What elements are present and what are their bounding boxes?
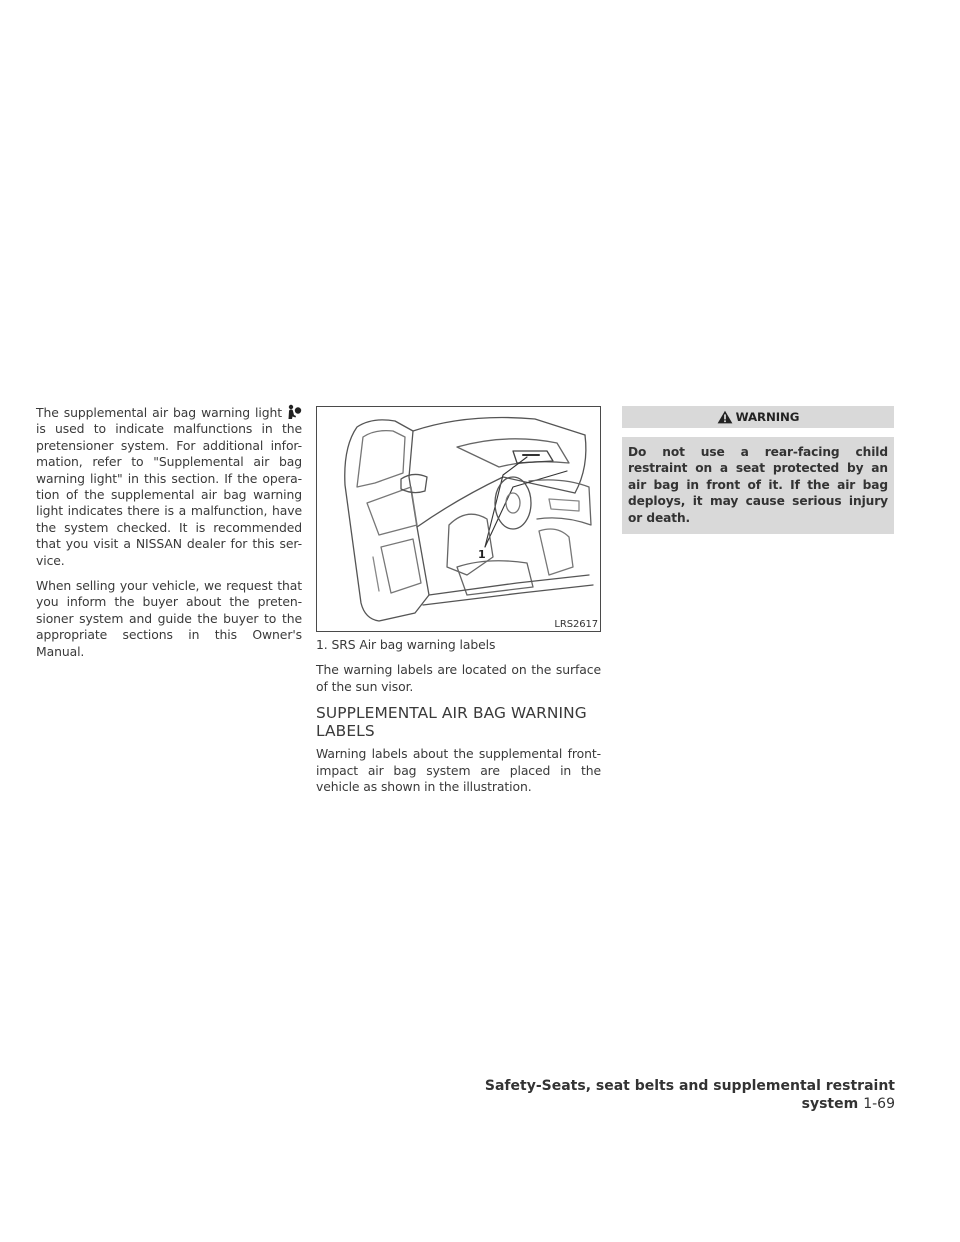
figure-code: LRS2617: [554, 619, 598, 630]
section-body: Warning labels about the supplemental front-impact air bag system are placed in the vehicle as shown in the illustration.: [316, 746, 601, 795]
middle-column: [316, 406, 601, 804]
warning-triangle-icon: [717, 410, 733, 424]
door-interior-drawing: [317, 407, 601, 632]
airbag-warning-paragraph: [36, 404, 302, 569]
left-column: [36, 404, 302, 669]
callout-number: 1: [478, 548, 486, 561]
caption-item: 1. SRS Air bag warning labels: [316, 637, 496, 652]
paragraph-lead-text: The supplemental air bag warning light: [36, 405, 282, 420]
caption-note: The warning labels are located on the surface of the sun visor.: [316, 662, 601, 694]
paragraph-rest-text: is used to indicate malfunctions in the pretensioner system. For additional infor-mation, refer to "Supplemental air bag warning light" in this section. If the opera-tion of the supplemental air bag warning light indicates there is a malfunction, have the system checked. It is recommended that you visit a NISSAN dealer for this ser-vice.: [36, 421, 302, 568]
warning-header: [622, 406, 894, 428]
warning-text: Do not use a rear-facing child restraint on a seat protected by an air bag in front of it. If the air bag deploys, it may cause serious injury or death.: [622, 437, 894, 534]
footer-section-title: Safety-Seats, seat belts and supplemental restraint system: [484, 1078, 895, 1112]
warning-label-illustration: [316, 406, 601, 632]
airbag-warning-light-icon: [286, 404, 302, 420]
page-footer: [425, 1077, 895, 1113]
page-number: 1-69: [863, 1096, 895, 1112]
section-heading: SUPPLEMENTAL AIR BAG WARNING LABELS: [316, 704, 587, 741]
warning-title: WARNING: [735, 409, 800, 424]
right-column: [622, 406, 894, 534]
figure-caption: [316, 637, 601, 695]
selling-vehicle-paragraph: When selling your vehicle, we request that you inform the buyer about the preten-sioner system and guide the buyer to the appropriate sections in this Owner's Manual.: [36, 578, 302, 659]
